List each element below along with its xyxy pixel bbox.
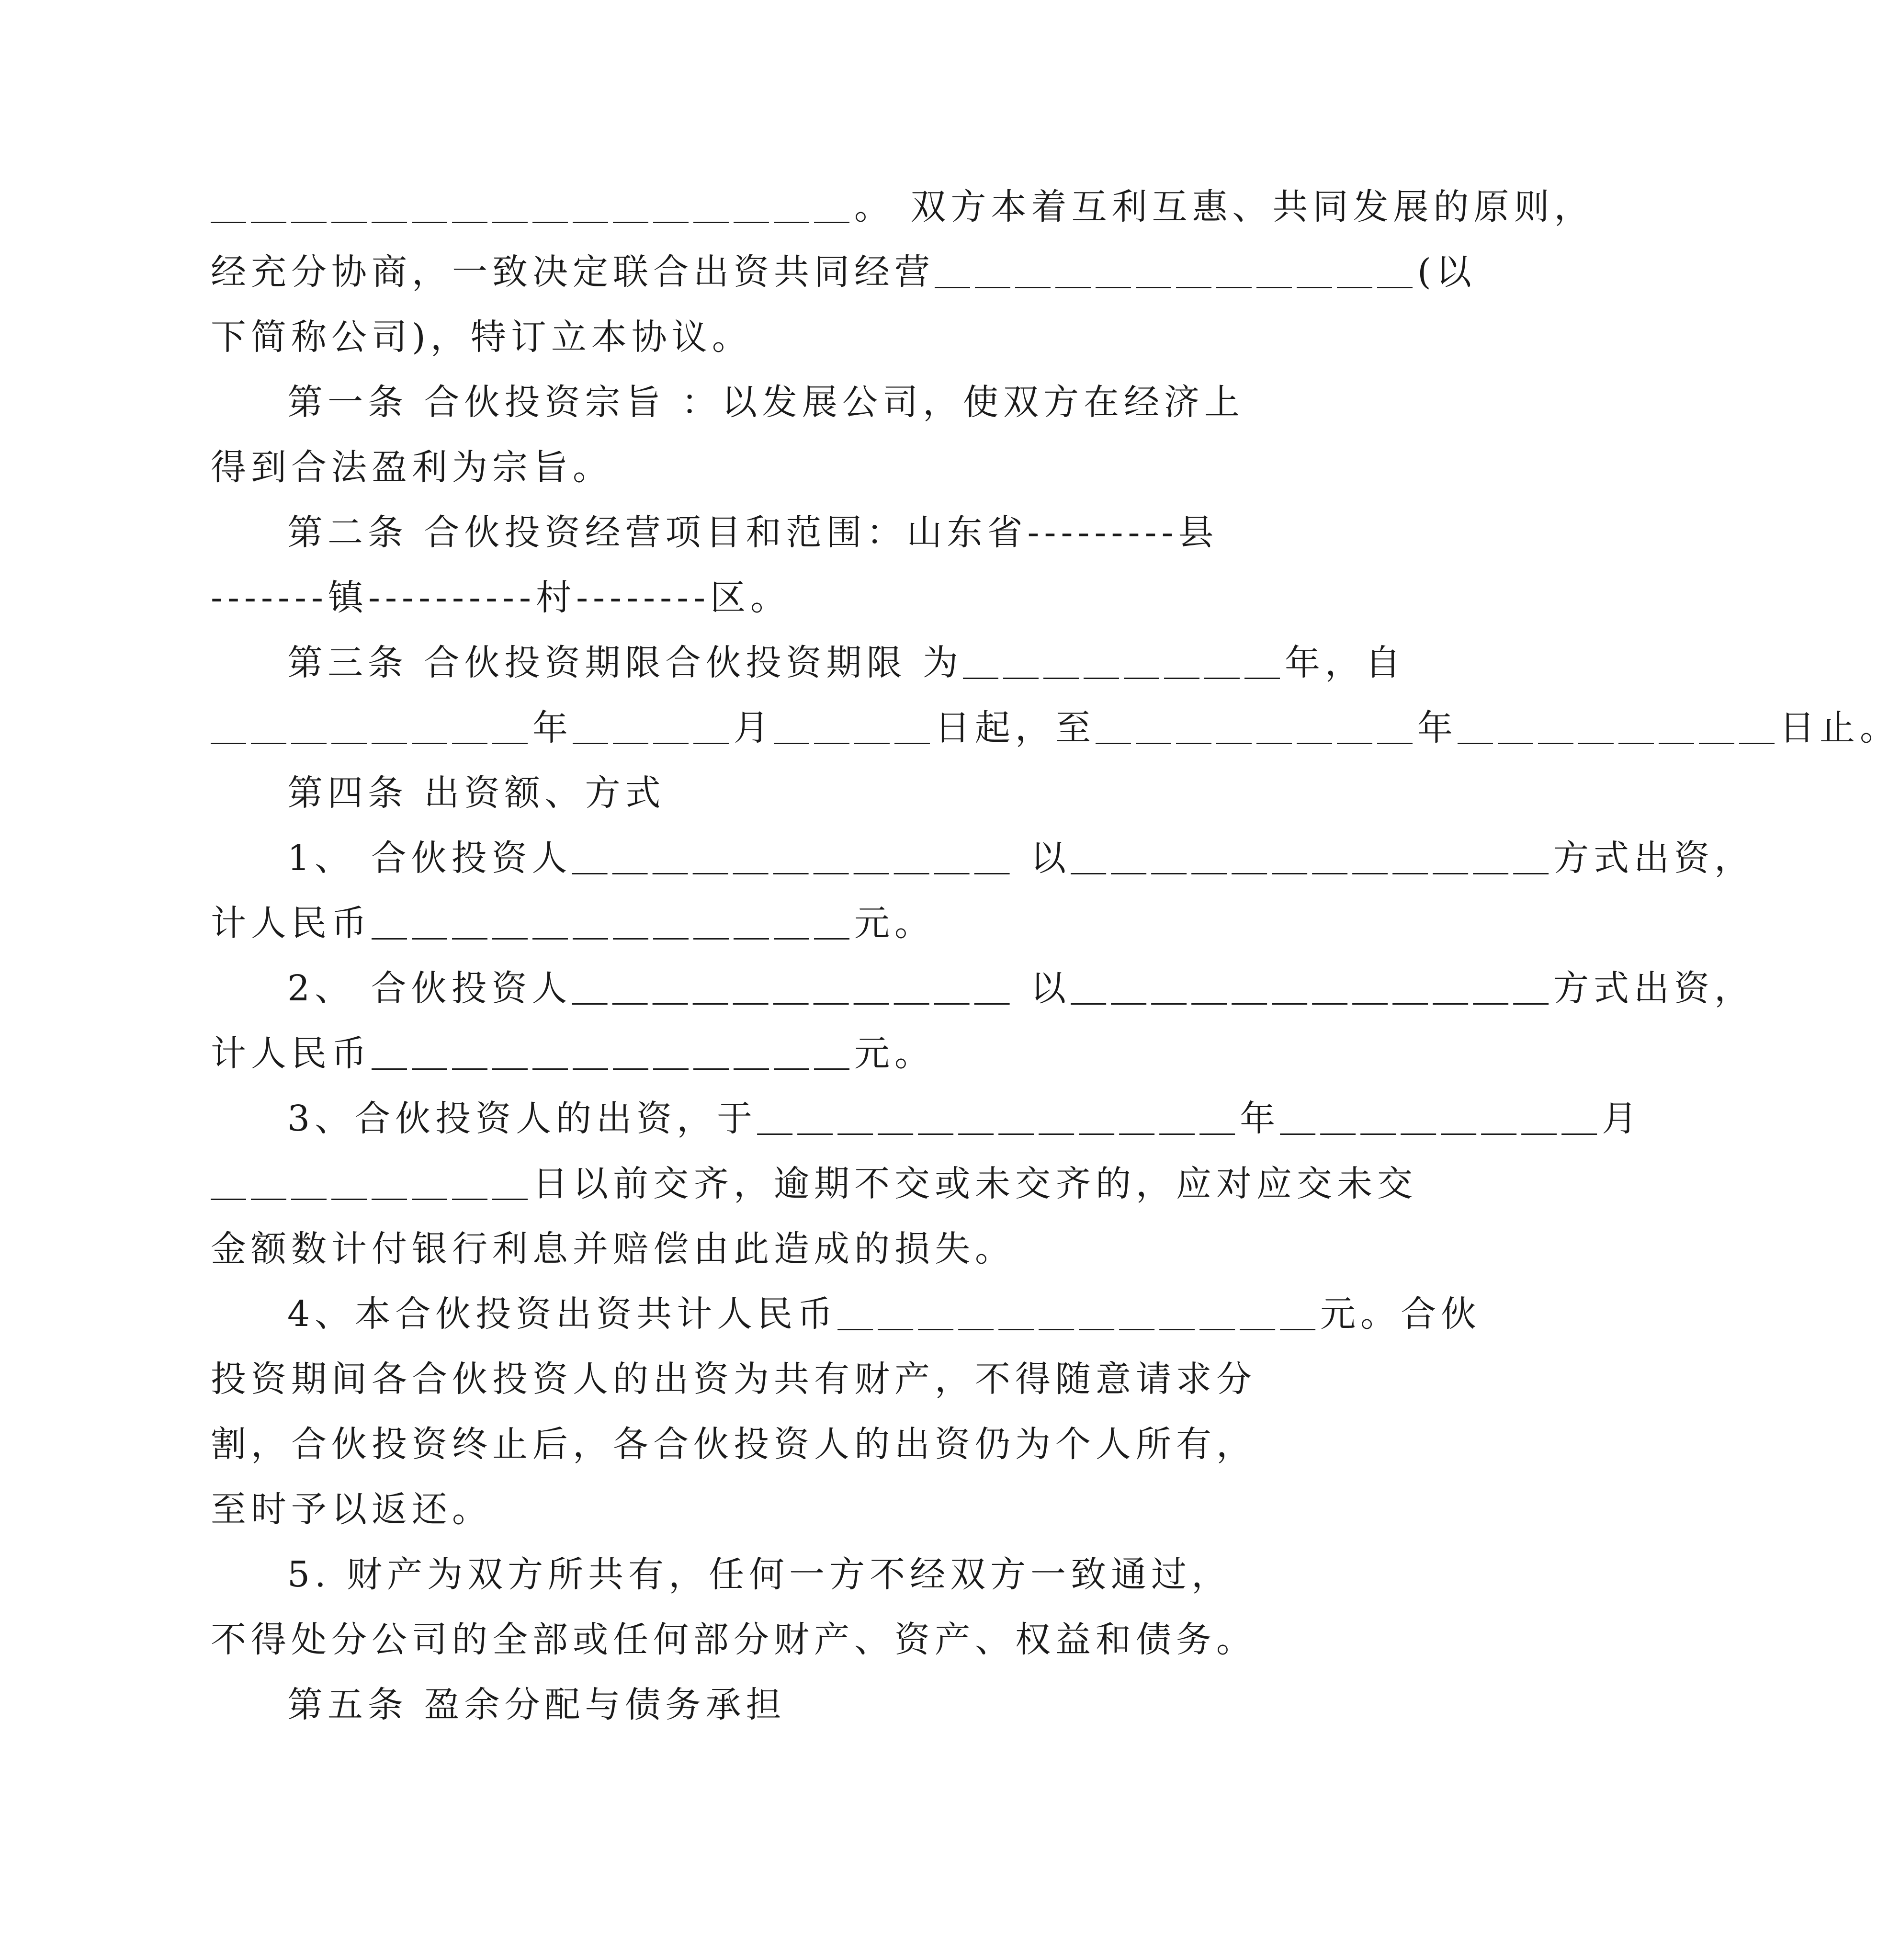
clause-2: 2、 合伙投资人＿＿＿＿＿＿＿＿＿＿＿ 以＿＿＿＿＿＿＿＿＿＿＿＿方式出资， <box>287 968 1755 1009</box>
clause-3: 3、合伙投资人的出资，于＿＿＿＿＿＿＿＿＿＿＿＿年＿＿＿＿＿＿＿＿月 <box>287 1098 1642 1139</box>
text-line: 至时予以返还。 <box>211 1489 492 1530</box>
text-line: ＿＿＿＿＿＿＿＿＿＿＿＿＿＿＿＿。 双方本着互利互惠、共同发展的原则， <box>211 186 1595 227</box>
clause-5: 5. 财产为双方所共有，任何一方不经双方一致通过， <box>287 1554 1232 1595</box>
text-line: -------镇----------村--------区。 <box>211 577 791 618</box>
text-line: 金额数计付银行利息并赔偿由此造成的损失。 <box>211 1228 1015 1269</box>
article-3-heading: 第三条 合伙投资期限合伙投资期限 为＿＿＿＿＿＿＿＿年，自 <box>287 642 1406 683</box>
clause-4: 4、本合伙投资出资共计人民币＿＿＿＿＿＿＿＿＿＿＿＿元。合伙 <box>287 1293 1482 1335</box>
text-line: 计人民币＿＿＿＿＿＿＿＿＿＿＿＿元。 <box>211 1033 935 1074</box>
text-line: 投资期间各合伙投资人的出资为共有财产，不得随意请求分 <box>211 1359 1256 1400</box>
article-1-heading: 第一条 合伙投资宗旨 ：以发展公司，使双方在经济上 <box>287 382 1245 423</box>
text-line: 不得处分公司的全部或任何部分财产、资产、权益和债务。 <box>211 1619 1256 1660</box>
article-5-heading: 第五条 盈余分配与债务承担 <box>287 1684 786 1725</box>
clause-1: 1、 合伙投资人＿＿＿＿＿＿＿＿＿＿＿ 以＿＿＿＿＿＿＿＿＿＿＿＿方式出资， <box>287 838 1755 879</box>
text-line: 得到合法盈利为宗旨。 <box>211 447 613 488</box>
text-line: 经充分协商，一致决定联合出资共同经营＿＿＿＿＿＿＿＿＿＿＿＿(以 <box>211 251 1476 293</box>
text-line: 割，合伙投资终止后，各合伙投资人的出资仍为个人所有， <box>211 1424 1256 1465</box>
text-line: 下简称公司)，特订立本协议。 <box>211 317 752 358</box>
text-line: ＿＿＿＿＿＿＿＿年＿＿＿＿月＿＿＿＿日起，至＿＿＿＿＿＿＿＿年＿＿＿＿＿＿＿＿日止。 <box>211 707 1900 748</box>
text-line: 计人民币＿＿＿＿＿＿＿＿＿＿＿＿元。 <box>211 903 935 944</box>
text-line: ＿＿＿＿＿＿＿＿日以前交齐，逾期不交或未交齐的，应对应交未交 <box>211 1163 1417 1204</box>
article-4-heading: 第四条 出资额、方式 <box>287 772 666 814</box>
article-2-heading: 第二条 合伙投资经营项目和范围：山东省---------县 <box>287 512 1219 553</box>
